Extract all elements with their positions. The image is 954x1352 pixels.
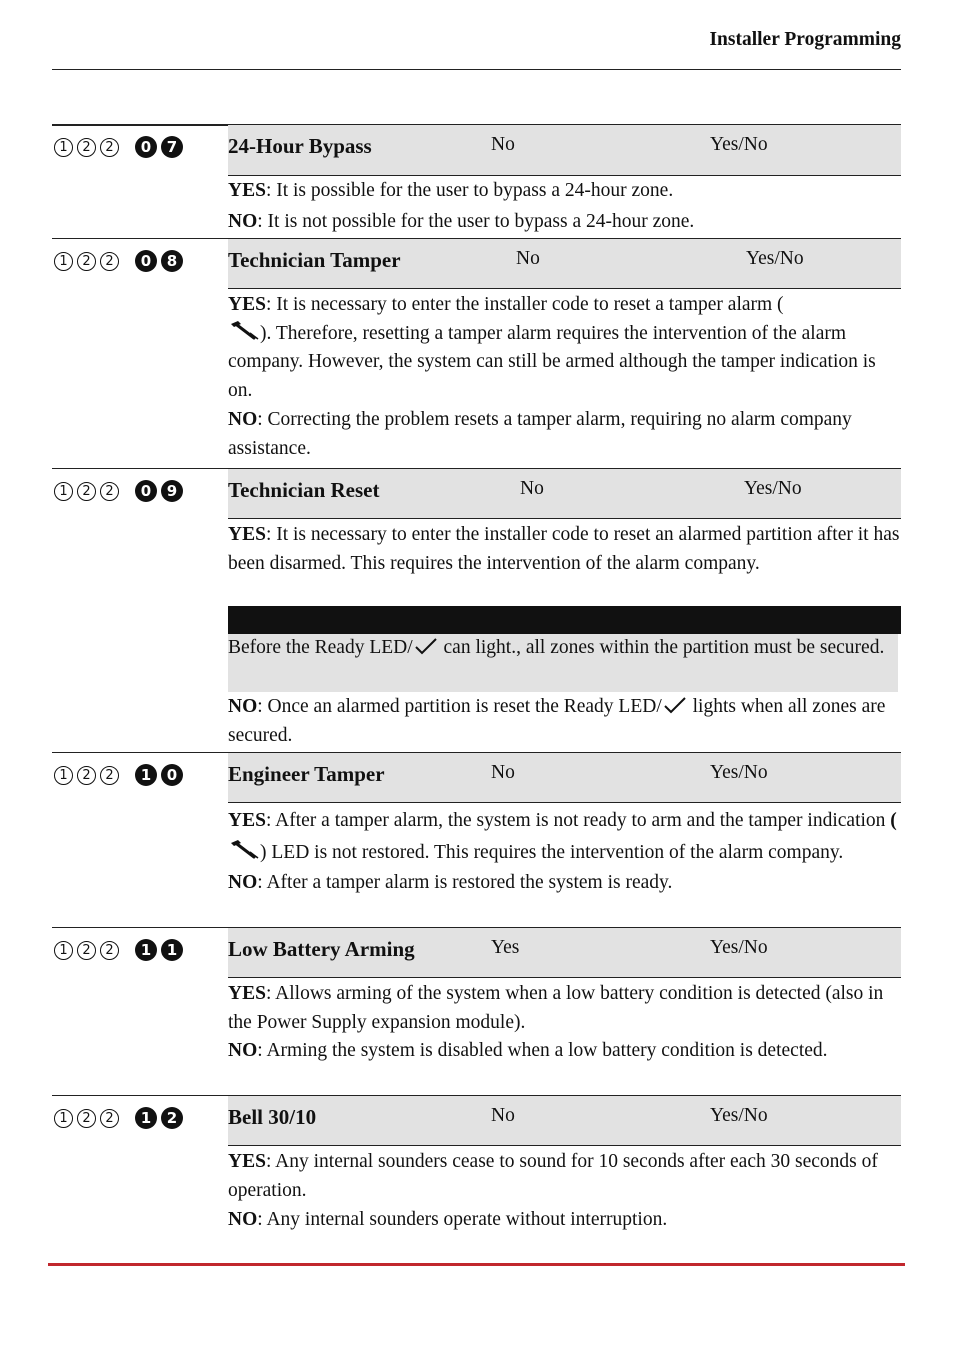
page-header-title: Installer Programming — [709, 29, 901, 50]
footer-divider — [48, 1263, 905, 1266]
code-digit: 1 — [54, 138, 73, 157]
parameter-default: No — [516, 248, 540, 269]
no-option: NO: It is not possible for the user to bypass a 24-hour zone. — [228, 210, 695, 232]
yes-option: YES: After a tamper alarm, the system is not ready to arm and the tamper indication () LED is not restored. This requires the intervention of the alarm company. — [228, 810, 897, 863]
code-digit: 1 — [54, 766, 73, 785]
header-divider — [52, 69, 901, 70]
tamper-tool-icon — [228, 320, 260, 342]
section-24-hour-bypass — [52, 124, 901, 238]
parameter-range: Yes/No — [744, 478, 802, 499]
parameter-title-bar — [228, 928, 901, 978]
note-header-bar — [228, 606, 901, 634]
location-code — [54, 250, 183, 272]
code-digit: 9 — [161, 480, 183, 502]
parameter-title-bar — [228, 753, 901, 803]
parameter-range: Yes/No — [710, 937, 768, 958]
section-technician-tamper — [52, 238, 901, 468]
yes-option: YES: It is possible for the user to bypass a 24-hour zone. — [228, 180, 674, 201]
code-digit: 1 — [161, 939, 183, 961]
section-bell-30-10 — [52, 1095, 901, 1245]
code-digit: 2 — [100, 138, 119, 157]
parameter-default: No — [491, 762, 515, 783]
code-digit: 1 — [135, 939, 157, 961]
parameter-title-bar — [228, 469, 901, 519]
parameter-description — [228, 805, 901, 898]
parameter-name: Technician Reset — [228, 478, 380, 502]
code-digit: 1 — [54, 1109, 73, 1128]
code-digit: 2 — [77, 252, 96, 271]
parameter-title-bar — [228, 239, 901, 289]
code-digit: 2 — [100, 1109, 119, 1128]
location-code — [54, 480, 183, 502]
checkmark-icon — [662, 695, 688, 715]
parameter-description-no — [228, 693, 901, 750]
code-digit: 2 — [77, 766, 96, 785]
parameter-description — [228, 177, 901, 236]
yes-option: YES: It is necessary to enter the installer code to reset an alarmed partition after it has been disarmed. This requires the intervention of the alarm company. — [228, 524, 900, 574]
section-technician-reset — [52, 468, 901, 752]
no-option: NO: Arming the system is disabled when a low battery condition is detected. — [228, 1040, 828, 1061]
code-digit: 1 — [54, 941, 73, 960]
section-engineer-tamper — [52, 752, 901, 927]
tamper-tool-icon — [228, 839, 260, 861]
code-digit: 2 — [100, 252, 119, 271]
code-digit: 2 — [77, 1109, 96, 1128]
parameter-name: Bell 30/10 — [228, 1105, 317, 1129]
parameter-name: Engineer Tamper — [228, 762, 385, 786]
parameter-default: No — [491, 134, 515, 155]
code-digit: 2 — [77, 482, 96, 501]
code-digit: 7 — [161, 136, 183, 158]
no-option: NO: Correcting the problem resets a tamper alarm, requiring no alarm company assistance. — [228, 409, 852, 459]
location-code — [54, 764, 183, 786]
note-box: Before the Ready LED/ can light., all zones within the partition must be secured. — [228, 634, 898, 692]
no-option: NO: Once an alarmed partition is reset the Ready LED/ lights when all zones are secured. — [228, 696, 886, 746]
location-code — [54, 939, 183, 961]
code-digit: 0 — [135, 136, 157, 158]
code-digit: 2 — [100, 941, 119, 960]
code-digit: 1 — [135, 764, 157, 786]
parameter-range: Yes/No — [746, 248, 804, 269]
parameter-default: No — [491, 1105, 515, 1126]
parameter-description — [228, 1148, 901, 1235]
section-low-battery-arming — [52, 927, 901, 1095]
parameter-description — [228, 291, 901, 463]
code-digit: 1 — [54, 482, 73, 501]
code-digit: 0 — [161, 764, 183, 786]
location-code — [54, 136, 183, 158]
code-digit: 0 — [135, 250, 157, 272]
code-digit: 1 — [54, 252, 73, 271]
no-option: NO: Any internal sounders operate without interruption. — [228, 1209, 668, 1230]
code-digit: 2 — [77, 138, 96, 157]
checkmark-icon — [413, 636, 439, 656]
code-digit: 8 — [161, 250, 183, 272]
parameter-range: Yes/No — [710, 1105, 768, 1126]
parameter-range: Yes/No — [710, 762, 768, 783]
parameter-range: Yes/No — [710, 134, 768, 155]
location-code — [54, 1107, 183, 1129]
code-digit: 2 — [100, 482, 119, 501]
parameter-name: Technician Tamper — [228, 248, 401, 272]
code-digit: 0 — [135, 480, 157, 502]
code-digit: 1 — [135, 1107, 157, 1129]
parameter-default: No — [520, 478, 544, 499]
code-digit: 2 — [161, 1107, 183, 1129]
parameter-title-bar — [228, 1096, 901, 1146]
parameter-description — [228, 521, 901, 578]
parameter-default: Yes — [491, 937, 520, 958]
yes-option: YES: It is necessary to enter the installer code to reset a tamper alarm ( ). Therefore, resetting a tamper alarm requires the intervention of the alarm company. However, the system can still be armed although the tamper indication is on. — [228, 294, 876, 401]
code-digit: 2 — [77, 941, 96, 960]
parameter-name: Low Battery Arming — [228, 937, 415, 961]
parameter-name: 24-Hour Bypass — [228, 134, 372, 158]
no-option: NO: After a tamper alarm is restored the system is ready. — [228, 872, 673, 893]
yes-option: YES: Any internal sounders cease to sound for 10 seconds after each 30 seconds of operation. — [228, 1151, 878, 1201]
yes-option: YES: Allows arming of the system when a low battery condition is detected (also in the Power Supply expansion module). — [228, 983, 884, 1033]
parameter-description — [228, 980, 901, 1066]
parameter-title-bar — [228, 125, 901, 176]
code-digit: 2 — [100, 766, 119, 785]
